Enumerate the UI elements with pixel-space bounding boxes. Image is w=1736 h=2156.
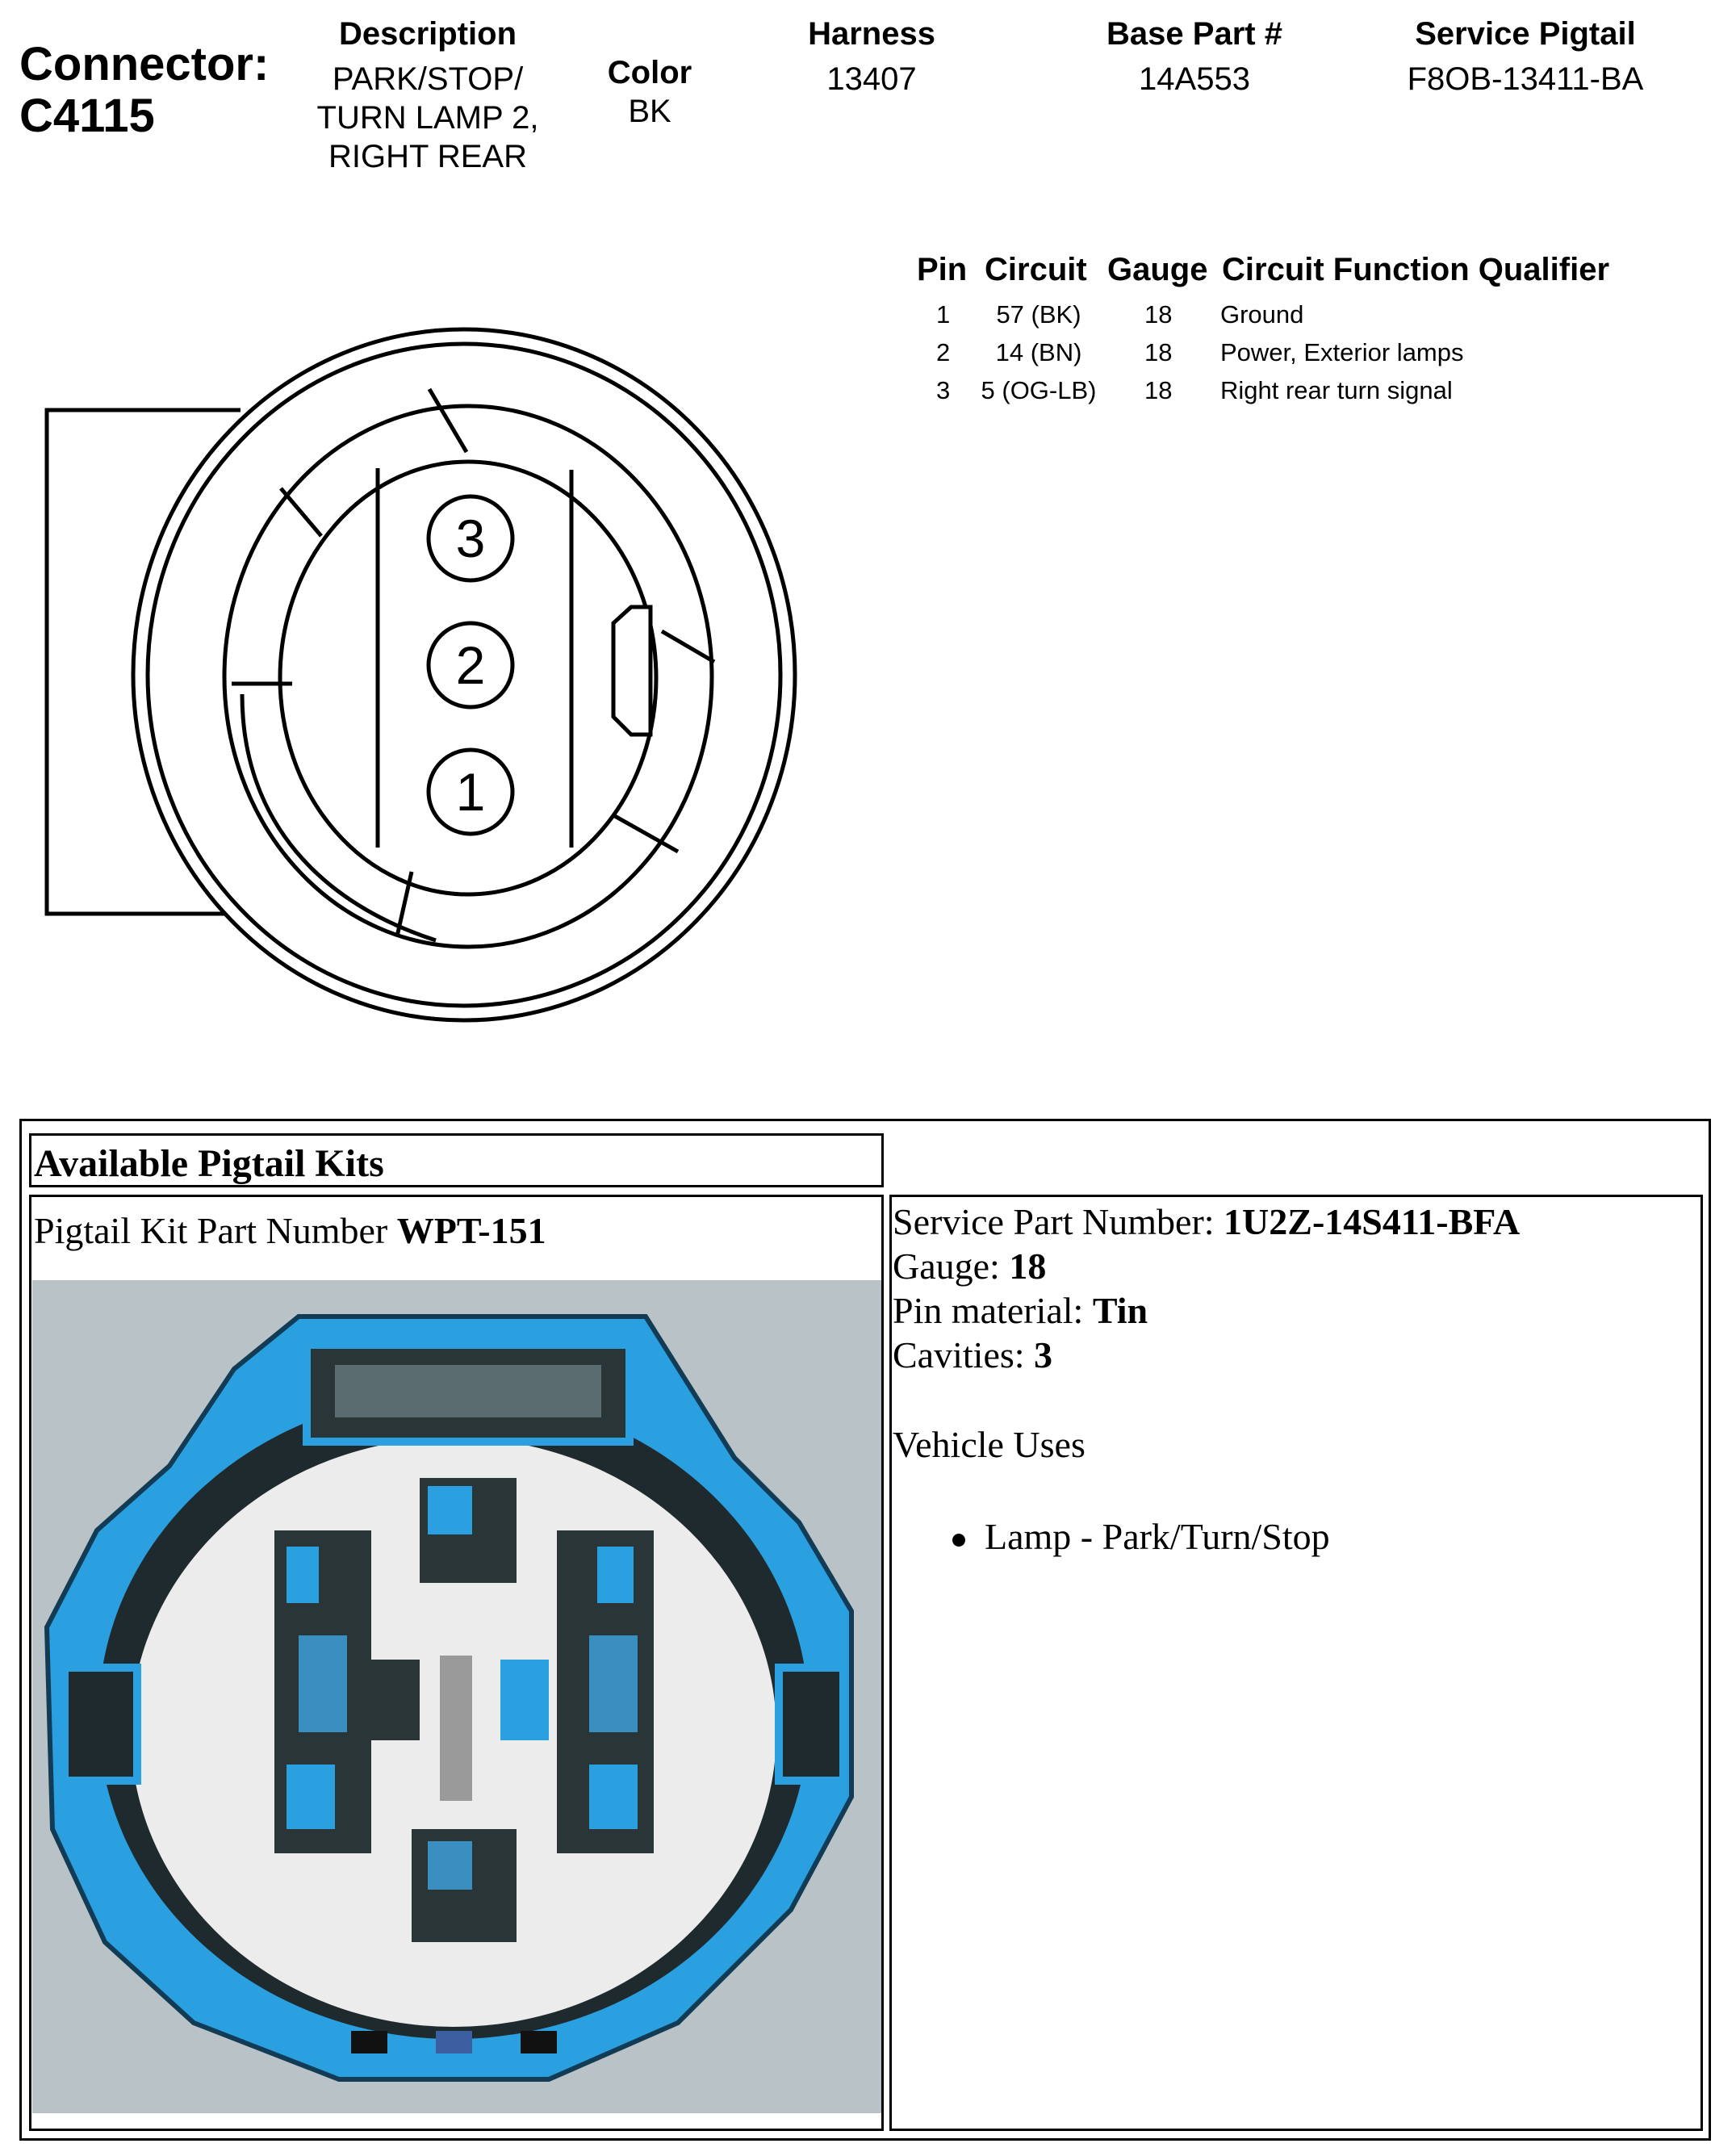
service-part-value: 1U2Z-14S411-BFA (1224, 1201, 1521, 1242)
pigtail-bottom-window-2 (436, 2031, 472, 2053)
service-pigtail-heading: Service Pigtail (1415, 16, 1636, 52)
vehicle-use-label: Lamp - Park/Turn/Stop (985, 1516, 1330, 1557)
terminal-right-clip-3 (589, 1765, 638, 1829)
service-part-label: Service Part Number: (893, 1201, 1215, 1242)
pin-row-2-gauge: 18 (1144, 338, 1173, 366)
connector-key (613, 607, 650, 735)
service-pigtail-value: F8OB-13411-BA (1407, 61, 1644, 97)
cavity-label-1: 1 (455, 762, 486, 822)
terminal-left-clip-2 (299, 1635, 347, 1732)
color-value: BK (628, 94, 671, 129)
service-pigtail-column (1372, 15, 1679, 98)
description-line-1: PARK/STOP/ (332, 61, 524, 97)
pin-row-1-circuit: 57 (BK) (996, 300, 1081, 329)
pigtail-right-tab (779, 1668, 843, 1781)
gauge-line (893, 1244, 1046, 1288)
cavity-label-3: 3 (455, 509, 486, 568)
pin-table-header-function: Circuit Function Qualifier (1222, 252, 1610, 287)
base-part-heading: Base Part # (1106, 16, 1282, 52)
vehicle-use-item (952, 1514, 1330, 1559)
description-heading: Description (338, 16, 517, 52)
pin-material-label: Pin material: (893, 1290, 1084, 1331)
pigtail-bottom-window-3 (521, 2031, 557, 2053)
description-column (291, 15, 565, 176)
cavities-line (893, 1333, 1052, 1377)
bullet-icon (952, 1534, 965, 1547)
pin-table-header-gauge: Gauge (1107, 252, 1208, 287)
terminal-bottom-clip (428, 1841, 472, 1890)
pin-material-value: Tin (1092, 1290, 1148, 1331)
pin-row-3-pin: 3 (936, 376, 951, 404)
vehicle-uses-heading: Vehicle Uses (893, 1424, 1086, 1465)
pigtail-connector-photo (32, 1280, 881, 2113)
terminal-right-clip-1 (597, 1547, 634, 1603)
pin-row-1-gauge: 18 (1144, 300, 1173, 329)
color-heading: Color (607, 55, 692, 90)
pigtail-latch-slot (335, 1365, 601, 1417)
pin-row-2-pin: 2 (936, 338, 951, 366)
pin-row-3-gauge: 18 (1144, 376, 1173, 404)
terminal-left-clip-1 (287, 1547, 319, 1603)
pin-row-3-function: Right rear turn signal (1220, 376, 1453, 404)
description-line-3: RIGHT REAR (328, 139, 527, 174)
pigtail-center-slot (440, 1656, 472, 1801)
pin-table-header-circuit: Circuit (985, 252, 1087, 287)
terminal-left-clip-3 (287, 1765, 335, 1829)
pin-row-2-circuit: 14 (BN) (995, 338, 1082, 366)
pin-table-header-pin: Pin (917, 252, 968, 287)
pigtail-center-right-clip (500, 1660, 549, 1740)
connector-label: Connector: (19, 38, 270, 90)
gauge-value: 18 (1009, 1245, 1047, 1287)
description-line-2: TURN LAMP 2, (316, 100, 539, 136)
pigtail-kit-label: Pigtail Kit Part Number (34, 1210, 388, 1251)
cavities-label: Cavities: (893, 1334, 1025, 1375)
pin-material-line (893, 1288, 1148, 1333)
pigtail-center-left-block (371, 1660, 420, 1740)
connector-id: C4115 (19, 90, 155, 142)
pigtail-section-title: Available Pigtail Kits (34, 1142, 384, 1185)
gauge-label: Gauge: (893, 1245, 1000, 1287)
service-part-line (893, 1199, 1520, 1244)
cavity-label-2: 2 (455, 635, 486, 695)
pigtail-bottom-window-1 (351, 2031, 387, 2053)
harness-value: 13407 (826, 61, 917, 97)
connector-face-diagram (0, 258, 823, 1049)
pin-row-3-circuit: 5 (OG-LB) (981, 376, 1097, 404)
cavities-value: 3 (1034, 1334, 1053, 1375)
color-column (581, 53, 718, 131)
pigtail-kit-line (34, 1209, 546, 1252)
terminal-top-clip (428, 1486, 472, 1534)
pin-row-2-function: Power, Exterior lamps (1220, 338, 1464, 366)
harness-heading: Harness (808, 16, 935, 52)
connector-title (19, 39, 269, 142)
pin-row-1-function: Ground (1220, 300, 1304, 329)
base-part-column (1073, 15, 1316, 98)
pigtail-left-tab (65, 1668, 137, 1781)
terminal-right-clip-2 (589, 1635, 638, 1732)
pigtail-kit-number: WPT-151 (396, 1210, 546, 1251)
harness-column (775, 15, 968, 98)
pin-row-1-pin: 1 (936, 300, 951, 329)
base-part-value: 14A553 (1139, 61, 1250, 97)
